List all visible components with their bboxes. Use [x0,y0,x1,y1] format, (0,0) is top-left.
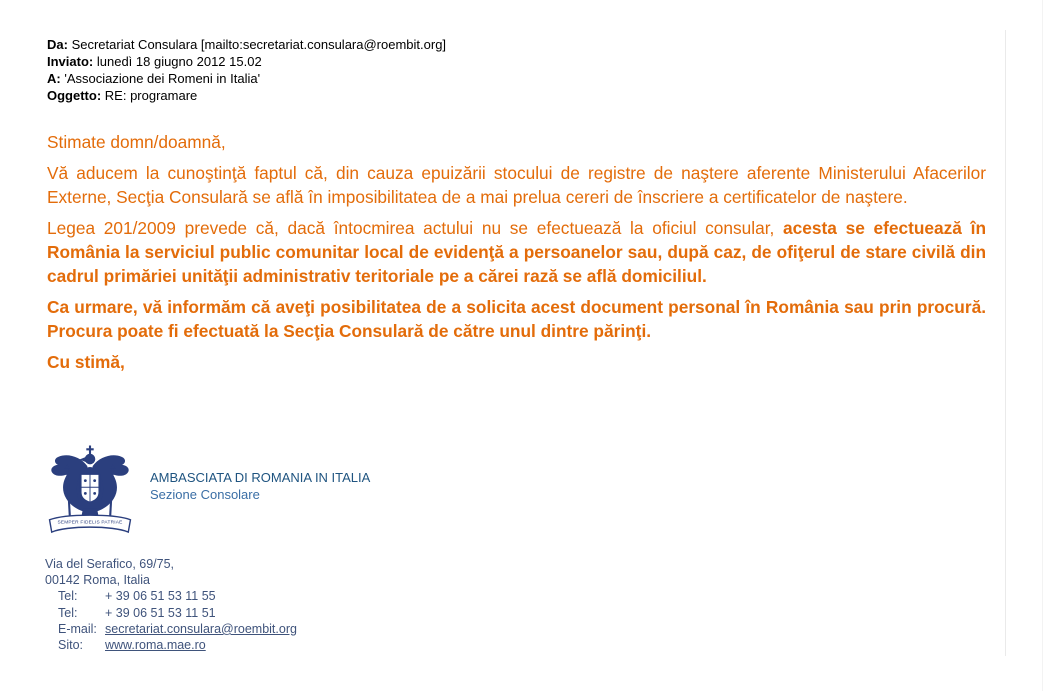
tel-value: + 39 06 51 53 11 55 [105,589,216,604]
email-body [47,130,986,381]
paragraph-law [47,216,986,288]
greeting: Stimate domn/doamnă, [47,132,226,152]
paragraph-law-regular: Legea 201/2009 prevede că, dacă întocmirea actului nu se efectuează la oficiul consular, [47,218,784,238]
org-name: AMBASCIATA DI ROMANIA IN ITALIA [150,470,371,485]
website-link[interactable]: www.roma.mae.ro [105,638,206,653]
contact-row-email [45,621,297,637]
org-department: Sezione Consolare [150,487,260,502]
signature-address-block [45,556,297,653]
header-to [47,70,446,87]
header-to-value: 'Associazione dei Romeni in Italia' [64,71,261,86]
header-sent-label: Inviato: [47,54,94,69]
header-sent-value: lunedì 18 giugno 2012 15.02 [96,54,262,69]
closing: Cu stimă, [47,352,125,372]
tel-label: Tel: [58,605,78,620]
address-line-2: 00142 Roma, Italia [45,573,150,588]
email-link[interactable]: secretariat.consulara@roembit.org [105,621,297,636]
header-subject [47,87,446,104]
website-label: Sito: [58,638,84,653]
message-area-divider [1005,30,1006,656]
paragraph-procura: Ca urmare, vă informăm că aveţi posibilitatea de a solicita acest document personal în România sau prin procură. Procura poate fi efectuată la Secţia Consulară de către unul dintre părinţi. [47,297,986,341]
email-label: E-mail: [58,621,97,636]
header-from [47,36,446,53]
header-from-label: Da: [47,37,68,52]
romania-coat-of-arms-logo [46,445,134,540]
email-header-block [47,36,446,104]
header-subject-label: Oggetto: [47,88,102,103]
window-right-edge [1042,0,1043,691]
tel-value: + 39 06 51 53 11 51 [105,605,216,620]
contact-row-website [45,637,297,653]
header-from-value: Secretariat Consulara [mailto:secretariat.consulara@roembit.org] [71,37,447,52]
eagle-emblem-icon [46,445,134,540]
address-line-1: Via del Serafico, 69/75, [45,557,175,571]
header-sent [47,53,446,70]
logo-motto: SEMPER FIDELIS PATRIAE [57,520,123,526]
header-to-label: A: [47,71,61,86]
header-subject-value: RE: programare [104,88,198,103]
paragraph-law-bold: acesta se efectuează în România la serviciul public comunitar local de evidenţă a persoanelor sau, după caz, de ofiţerul de stare civilă din cadrul primăriei unităţii administrativ teritoriale pe a cărei rază se află domiciliul. [47,218,986,286]
contact-row-tel-1 [45,588,297,604]
tel-label: Tel: [58,589,78,604]
paragraph-stock-notice: Vă aducem la cunoştinţă faptul că, din cauza epuizării stocului de registre de naştere aferente Ministerului Afacerilor Externe, Secţia Consulară se află în imposibilitatea de a mai prelua cereri de înscriere a certificatelor de naştere. [47,163,986,207]
contact-row-tel-2 [45,605,297,621]
signature-org-block [150,469,370,503]
